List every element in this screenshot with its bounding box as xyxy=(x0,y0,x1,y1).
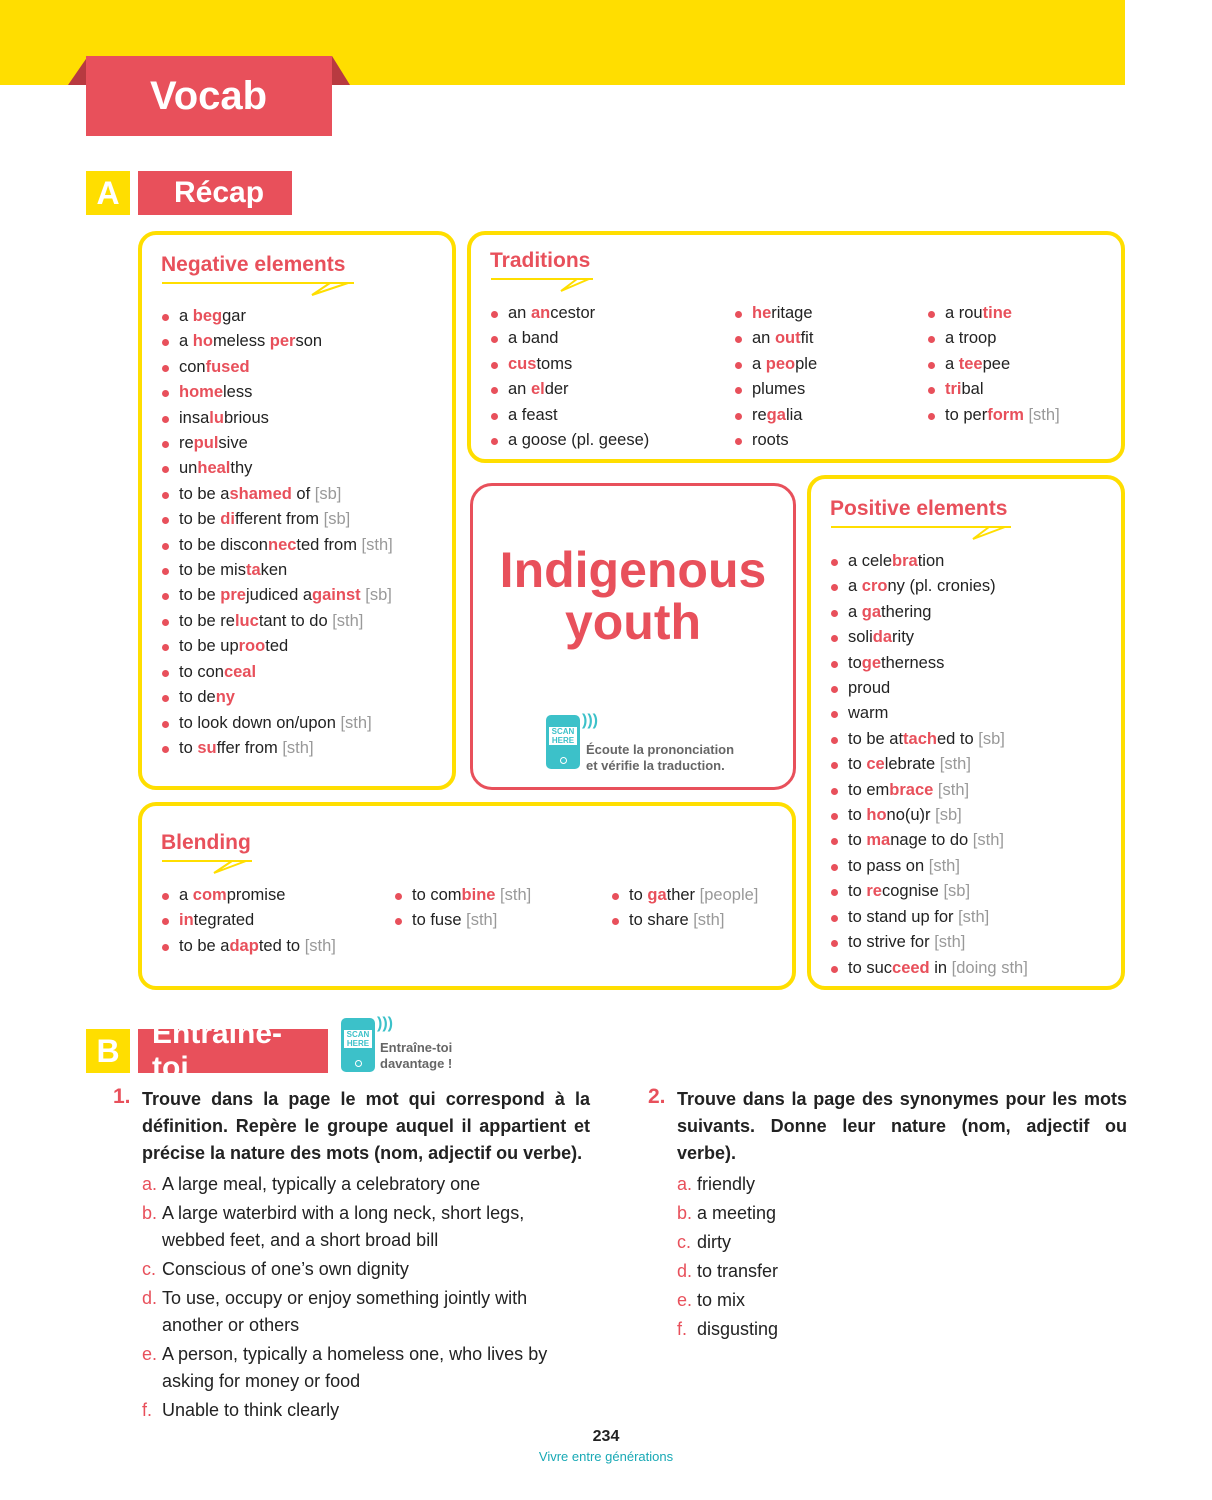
exercise-item-letter: b. xyxy=(142,1203,158,1223)
exercise-item xyxy=(677,1171,1127,1198)
blending-box xyxy=(138,802,796,990)
vocab-item: to conceal xyxy=(162,660,393,685)
exercise-1-items xyxy=(142,1171,590,1424)
vocab-item: to strive for [sth] xyxy=(831,930,1028,955)
blending-list-col2 xyxy=(395,883,531,934)
central-title-line1: Indigenous xyxy=(499,542,767,598)
positive-word-list xyxy=(831,549,1028,981)
exercise-item-letter: e. xyxy=(677,1290,693,1310)
vocab-item: homeless xyxy=(162,380,393,405)
vocab-item: to pass on [sth] xyxy=(831,854,1028,879)
heading-underline xyxy=(162,281,356,299)
traditions-list-col1 xyxy=(491,301,649,453)
phone-button xyxy=(560,757,567,764)
traditions-list-col2 xyxy=(735,301,817,453)
exercise-1-instructions: Trouve dans la page le mot qui correspond à la définition. Repère le groupe auquel il appartient et précise la nature des mots (nom, adjectif ou verbe). xyxy=(142,1089,590,1163)
vocab-item: regalia xyxy=(735,403,817,428)
scan-label: SCAN HERE xyxy=(344,1030,372,1048)
vocab-item: a teepee xyxy=(928,352,1060,377)
section-a-title: Récap xyxy=(138,171,292,215)
exercise-item-text: to mix xyxy=(697,1290,746,1310)
exercise-2-number: 2. xyxy=(648,1085,666,1108)
section-b-title: Entraîne-toi xyxy=(138,1029,328,1073)
exercise-item-letter: d. xyxy=(677,1261,693,1281)
vocab-item: a goose (pl. geese) xyxy=(491,428,649,453)
vocab-item: solidarity xyxy=(831,625,1028,650)
vocab-item: to celebrate [sth] xyxy=(831,752,1028,777)
signal-waves-icon: ))) xyxy=(582,712,598,729)
scan-phone-icon[interactable] xyxy=(546,715,580,769)
vocab-item: a celebration xyxy=(831,549,1028,574)
exercise-item xyxy=(142,1285,590,1339)
vocab-item: to fuse [sth] xyxy=(395,908,531,933)
scan-phone-icon[interactable] xyxy=(341,1018,375,1072)
vocab-item: insalubrious xyxy=(162,406,393,431)
exercise-item-text: Unable to think clearly xyxy=(162,1400,340,1420)
vocab-item: to be uprooted xyxy=(162,634,393,659)
section-b-letter: B xyxy=(86,1029,130,1073)
exercise-item xyxy=(677,1316,1127,1343)
exercise-item-letter: c. xyxy=(142,1259,157,1279)
vocab-item: a compromise xyxy=(162,883,336,908)
central-title xyxy=(473,544,793,648)
vocab-item: to be ashamed of [sb] xyxy=(162,482,393,507)
vocab-item: to perform [sth] xyxy=(928,403,1060,428)
exercise-item xyxy=(142,1171,590,1198)
vocab-item: to suffer from [sth] xyxy=(162,736,393,761)
exercise-item xyxy=(677,1229,1127,1256)
exercise-1-number: 1. xyxy=(113,1085,131,1108)
scan-label: SCAN HERE xyxy=(549,727,577,745)
positive-elements-box xyxy=(807,475,1125,990)
vocab-item: a gathering xyxy=(831,600,1028,625)
negative-word-list xyxy=(162,304,393,761)
heading-underline xyxy=(162,859,254,877)
negative-elements-box xyxy=(138,231,456,790)
exercise-item-letter: a. xyxy=(142,1174,158,1194)
vocab-item: to be attached to [sb] xyxy=(831,727,1028,752)
vocab-item: proud xyxy=(831,676,1028,701)
vocab-item: togetherness xyxy=(831,651,1028,676)
exercise-item xyxy=(142,1200,590,1254)
vocab-item: to be mistaken xyxy=(162,558,393,583)
vocab-item: to look down on/upon [sth] xyxy=(162,711,393,736)
vocab-item: to be adapted to [sth] xyxy=(162,934,336,959)
vocab-item: tribal xyxy=(928,377,1060,402)
page-number: 234 xyxy=(592,1428,620,1445)
traditions-heading: Traditions xyxy=(490,249,591,272)
scan-caption-line1: Écoute la prononciation xyxy=(586,742,735,757)
exercise-item-text: to transfer xyxy=(697,1261,779,1281)
exercise-2-items xyxy=(677,1171,1127,1343)
vocab-item: confused xyxy=(162,355,393,380)
exercise-item xyxy=(142,1256,590,1283)
exercise-item-text: To use, occupy or enjoy something jointly with another or others xyxy=(162,1288,528,1335)
positive-elements-heading: Positive elements xyxy=(830,497,1008,520)
vocab-item: a feast xyxy=(491,403,649,428)
vocab-item: an ancestor xyxy=(491,301,649,326)
phone-button xyxy=(355,1060,362,1067)
exercise-item-letter: b. xyxy=(677,1203,693,1223)
vocab-item: a troop xyxy=(928,326,1060,351)
scan-caption-line2: et vérifie la traduction. xyxy=(586,758,725,773)
vocab-item: to be prejudiced against [sb] xyxy=(162,583,393,608)
vocab-item: to succeed in [doing sth] xyxy=(831,956,1028,981)
exercise-item-text: disgusting xyxy=(697,1319,779,1339)
book-title: Vivre entre générations xyxy=(538,1449,674,1464)
vocab-item: to be different from [sb] xyxy=(162,507,393,532)
vocab-tab: Vocab xyxy=(86,56,332,136)
vocab-item: a band xyxy=(491,326,649,351)
exercise-item-letter: e. xyxy=(142,1344,158,1364)
scan-caption-line2: davantage ! xyxy=(380,1056,453,1071)
vocab-item: to manage to do [sth] xyxy=(831,828,1028,853)
vocab-item: to hono(u)r [sb] xyxy=(831,803,1028,828)
vocab-item: to be disconnected from [sth] xyxy=(162,533,393,558)
negative-elements-heading: Negative elements xyxy=(161,253,346,276)
exercise-item-letter: a. xyxy=(677,1174,693,1194)
exercise-item xyxy=(142,1341,590,1395)
blending-list-col3 xyxy=(612,883,758,934)
vocab-item: to deny xyxy=(162,685,393,710)
exercise-item-letter: f. xyxy=(677,1319,688,1339)
vocab-item: a homeless person xyxy=(162,329,393,354)
exercise-item xyxy=(677,1287,1127,1314)
vocab-item: a people xyxy=(735,352,817,377)
vocab-item: a crony (pl. cronies) xyxy=(831,574,1028,599)
vocab-item: customs xyxy=(491,352,649,377)
exercise-2-instructions: Trouve dans la page des synonymes pour les mots suivants. Donne leur nature (nom, adjectif ou verbe). xyxy=(677,1089,1127,1163)
vocab-item: to recognise [sb] xyxy=(831,879,1028,904)
central-title-line2: youth xyxy=(564,594,702,650)
exercise-item-text: A person, typically a homeless one, who lives by asking for money or food xyxy=(162,1344,548,1391)
vocab-item: a beggar xyxy=(162,304,393,329)
vocab-item: roots xyxy=(735,428,817,453)
exercise-item-text: A large meal, typically a celebratory one xyxy=(162,1174,481,1194)
vocab-item: plumes xyxy=(735,377,817,402)
exercise-item-text: friendly xyxy=(697,1174,756,1194)
tab-fold-left xyxy=(68,56,88,85)
exercise-1 xyxy=(142,1086,590,1426)
vocab-item: a routine xyxy=(928,301,1060,326)
heading-underline xyxy=(831,525,1013,543)
scan-caption xyxy=(380,1040,452,1072)
exercise-2 xyxy=(677,1086,1127,1345)
vocab-item: an outfit xyxy=(735,326,817,351)
traditions-box xyxy=(467,231,1125,463)
blending-heading: Blending xyxy=(161,831,251,854)
exercise-item xyxy=(677,1258,1127,1285)
traditions-list-col3 xyxy=(928,301,1060,428)
exercise-item-text: Conscious of one’s own dignity xyxy=(162,1259,409,1279)
heading-underline xyxy=(491,277,595,295)
vocab-item: warm xyxy=(831,701,1028,726)
tab-fold-right xyxy=(332,56,350,85)
exercise-item-text: A large waterbird with a long neck, short legs, webbed feet, and a short broad bill xyxy=(162,1203,525,1250)
vocab-item: an elder xyxy=(491,377,649,402)
vocab-item: to combine [sth] xyxy=(395,883,531,908)
blending-list-col1 xyxy=(162,883,336,959)
vocab-item: to gather [people] xyxy=(612,883,758,908)
vocab-item: unhealthy xyxy=(162,456,393,481)
exercise-item-letter: c. xyxy=(677,1232,692,1252)
indigenous-youth-box xyxy=(470,483,796,790)
vocab-item: to stand up for [sth] xyxy=(831,905,1028,930)
vocab-item: heritage xyxy=(735,301,817,326)
scan-caption-line1: Entraîne-toi xyxy=(380,1040,453,1055)
exercise-item xyxy=(677,1200,1127,1227)
signal-waves-icon: ))) xyxy=(377,1015,393,1032)
vocab-item: to share [sth] xyxy=(612,908,758,933)
vocab-item: to be reluctant to do [sth] xyxy=(162,609,393,634)
exercise-item xyxy=(142,1397,590,1424)
scan-caption xyxy=(586,742,734,774)
vocab-item: repulsive xyxy=(162,431,393,456)
section-a-letter: A xyxy=(86,171,130,215)
exercise-item-text: a meeting xyxy=(697,1203,777,1223)
vocab-item: integrated xyxy=(162,908,336,933)
vocab-item: to embrace [sth] xyxy=(831,778,1028,803)
exercise-item-letter: f. xyxy=(142,1400,153,1420)
exercise-item-text: dirty xyxy=(697,1232,732,1252)
exercise-item-letter: d. xyxy=(142,1288,158,1308)
